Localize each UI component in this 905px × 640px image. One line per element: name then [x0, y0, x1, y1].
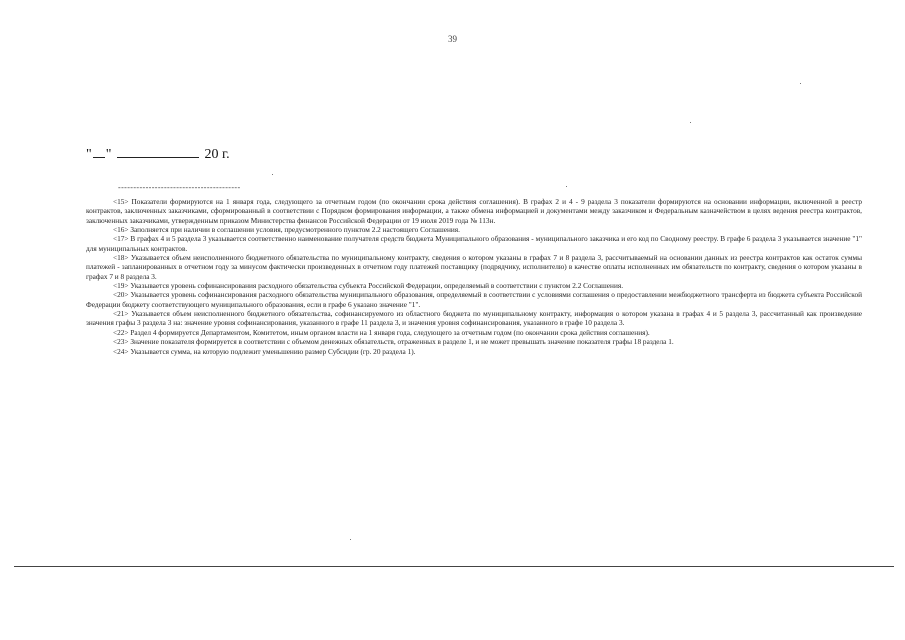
- scan-speck: [690, 122, 691, 123]
- footnote-24: <24> Указывается сумма, на которую подлежит уменьшению размер Субсидии (гр. 20 раздела 1).: [113, 346, 416, 356]
- date-open-quote: ": [86, 147, 92, 162]
- year-suffix: 20 г.: [204, 147, 230, 162]
- footnote-separator: ----------------------------------------: [118, 183, 241, 192]
- footnote-18: <18> Указывается объем неисполненного бюджетного обязательства по муниципальному контракту, сведения о котором указаны в графах 7 и 8 раздела 3, рассчитываемый на основании данных из реестра контрактов как остаток суммы платежей - запланированных в отчетном году за минусом фактически произведенных в отчетном году платежей поставщику (подрядчику, исполнителю) в качестве оплаты исполненных им обязательств по контракту, сведения о котором указаны в графах 7 и 8 раздела 3.: [86, 253, 862, 281]
- scan-speck: [272, 174, 273, 175]
- footnote-16: <16> Заполняется при наличии в соглашении условия, предусмотренного пунктом 2.2 настоящего Соглашения.: [113, 225, 460, 235]
- footnote-19: <19> Указывается уровень софинансирования расходного обязательства субъекта Российской Федерации, определяемый в соответствии с пунктом 2.2 Соглашения.: [113, 281, 624, 291]
- footnote-22: <22> Раздел 4 формируется Департаментом, Комитетом, иным органом власти на 1 января года, следующего за отчетным годом (по окончании срока действия соглашения).: [113, 327, 650, 337]
- footnote-21: <21> Указывается объем неисполненного бюджетного обязательства, софинансируемого из областного бюджета по муниципальному контракту, информация о котором указана в графах 4 и 5 раздела 3, рассчитанный как произведение значения графы 3 раздела 3 на: значение уровня софинансирования, указанного в графе 11 раздела 3, и значения уровня софинансирования, указанного в графе 10 раздела 3.: [86, 309, 862, 328]
- day-blank: [93, 147, 105, 158]
- page-number: 39: [448, 34, 457, 44]
- signature-date-line: [86, 147, 230, 163]
- scan-speck: [800, 83, 801, 84]
- footnote-20: <20> Указывается уровень софинансирования расходного обязательства муниципального образования, определяемый в соответствии с условиями соглашения о предоставлении межбюджетного трансферта из бюджета субъекта Российской Федерации бюджету соответствующего муниципального образования, если в графе 6 указано значение "1".: [86, 290, 862, 309]
- footnote-15: <15> Показатели формируются на 1 января года, следующего за отчетным годом (по окончании срока действия соглашения). В графах 2 и 4 - 9 раздела 3 показатели формируются на основании информации, включенной в реестр контрактов, заключенных заказчиками, сформированный в соответствии с Порядком формирования информации, а также обмена информацией и документами между заказчиком и Федеральным казначейством в целях ведения реестра контрактов, заключенных заказчиками, утвержденным приказом Министерства финансов Российской Федерации от 19 июля 2019 года № 113н.: [86, 197, 862, 225]
- month-blank: [117, 147, 199, 158]
- footnotes: [86, 197, 862, 356]
- bottom-rule: [14, 566, 894, 567]
- scan-speck: [566, 186, 567, 187]
- footnote-17: <17> В графах 4 и 5 раздела 3 указывается соответственно наименование получателя средств бюджета Муниципального образования - муниципального заказчика и его код по Сводному реестру. В графе 6 раздела 3 указывается значение "1" для муниципальных контрактов.: [86, 234, 862, 253]
- footnote-23: <23> Значение показателя формируется в соответствии с объемом денежных обязательств, отраженных в разделе 1, и не может превышать значение показателя графы 18 раздела 1.: [113, 337, 674, 347]
- scan-speck: [350, 539, 351, 540]
- date-close-quote: ": [105, 147, 112, 162]
